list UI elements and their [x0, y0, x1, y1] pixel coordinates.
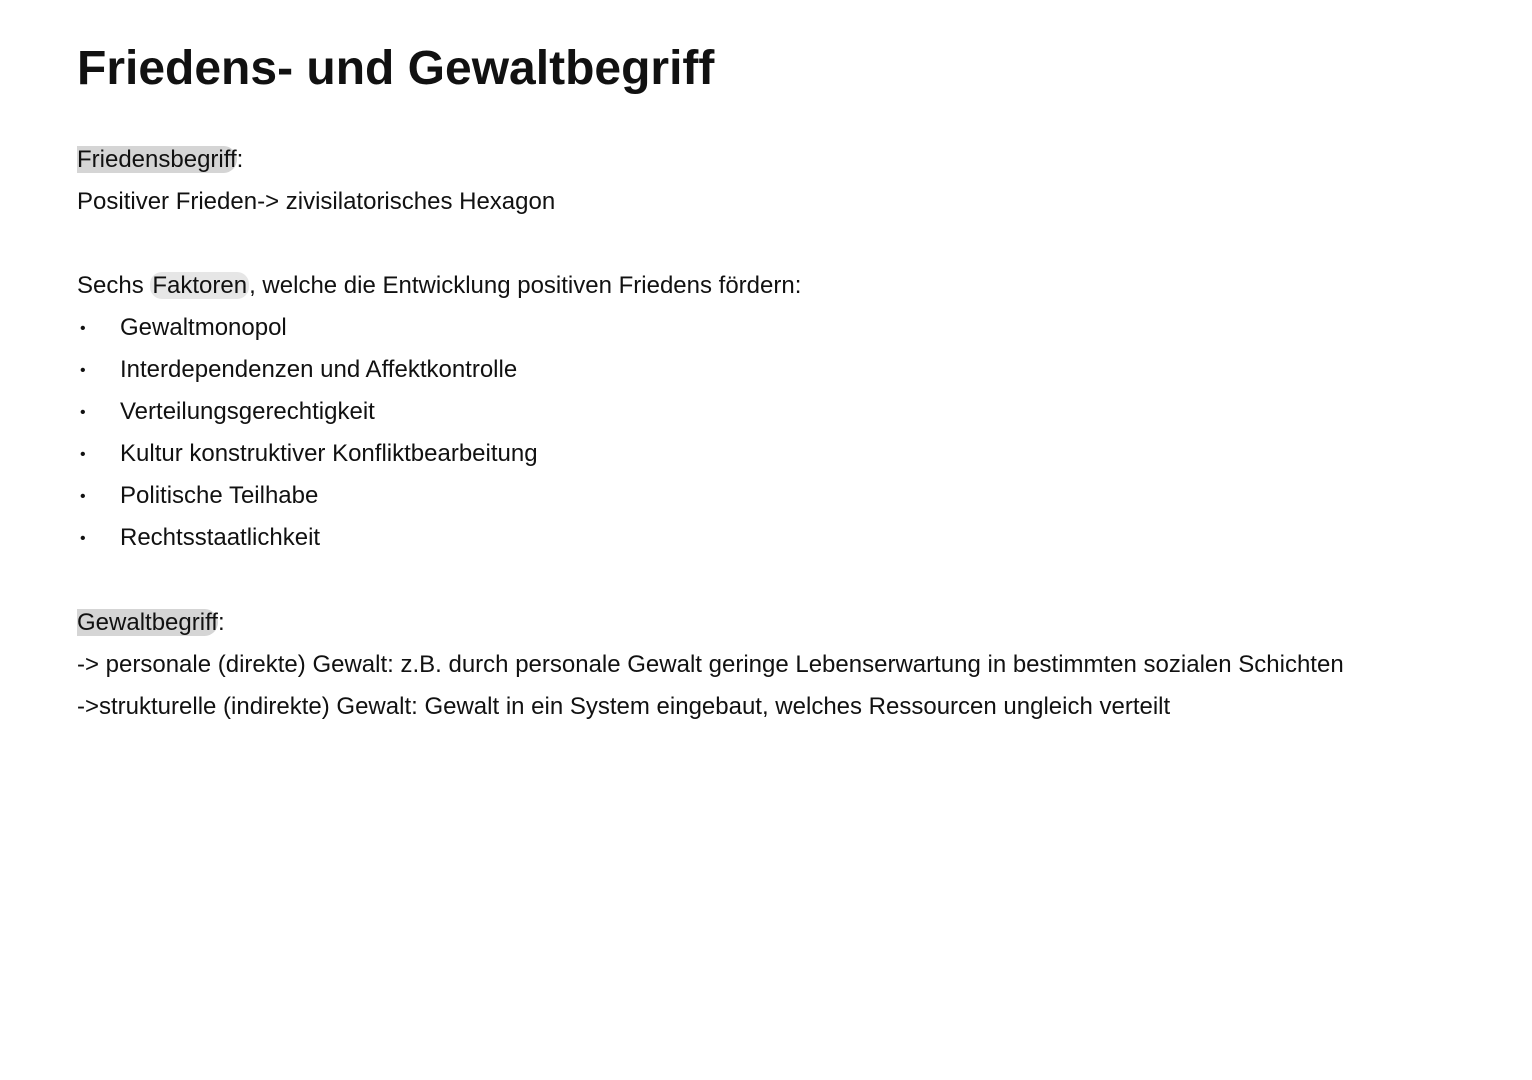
bullet-icon: • [80, 446, 86, 463]
factors-intro-line [77, 271, 801, 301]
factor-text: Kultur konstruktiver Konfliktbearbeitung [120, 440, 538, 467]
gewaltbegriff-heading-line [77, 608, 225, 638]
factor-text: Gewaltmonopol [120, 314, 287, 341]
bullet-icon: • [80, 530, 86, 547]
bullet-icon: • [80, 362, 86, 379]
gewaltbegriff-heading: Gewaltbegriff [77, 609, 218, 636]
gewaltbegriff-colon: : [217, 609, 225, 636]
factors-intro-post: , welche die Entwicklung positiven Friedens fördern: [249, 272, 802, 299]
personale-gewalt-line: -> personale (direkte) Gewalt: z.B. durch personale Gewalt geringe Lebenserwartung in bestimmten sozialen Schichten [77, 651, 1344, 678]
factor-text: Rechtsstaatlichkeit [120, 524, 321, 551]
bullet-icon: • [80, 320, 86, 337]
factor-text: Interdependenzen und Affektkontrolle [120, 356, 518, 383]
positiver-frieden-line: Positiver Frieden-> zivisilatorisches Hexagon [77, 188, 556, 215]
friedensbegriff-heading: Friedensbegriff [77, 146, 237, 173]
page-title: Friedens- und Gewaltbegriff [77, 42, 715, 95]
strukturelle-gewalt-line: ->strukturelle (indirekte) Gewalt: Gewalt in ein System eingebaut, welches Ressourcen ungleich verteilt [77, 693, 1171, 720]
factor-text: Verteilungsgerechtigkeit [120, 398, 375, 425]
friedensbegriff-heading-line [77, 145, 243, 175]
friedensbegriff-colon: : [236, 146, 244, 173]
factors-highlight: Faktoren [152, 272, 248, 299]
factors-intro-pre: Sechs [77, 272, 151, 299]
bullet-icon: • [80, 488, 86, 505]
factor-text: Politische Teilhabe [120, 482, 319, 509]
bullet-icon: • [80, 404, 86, 421]
